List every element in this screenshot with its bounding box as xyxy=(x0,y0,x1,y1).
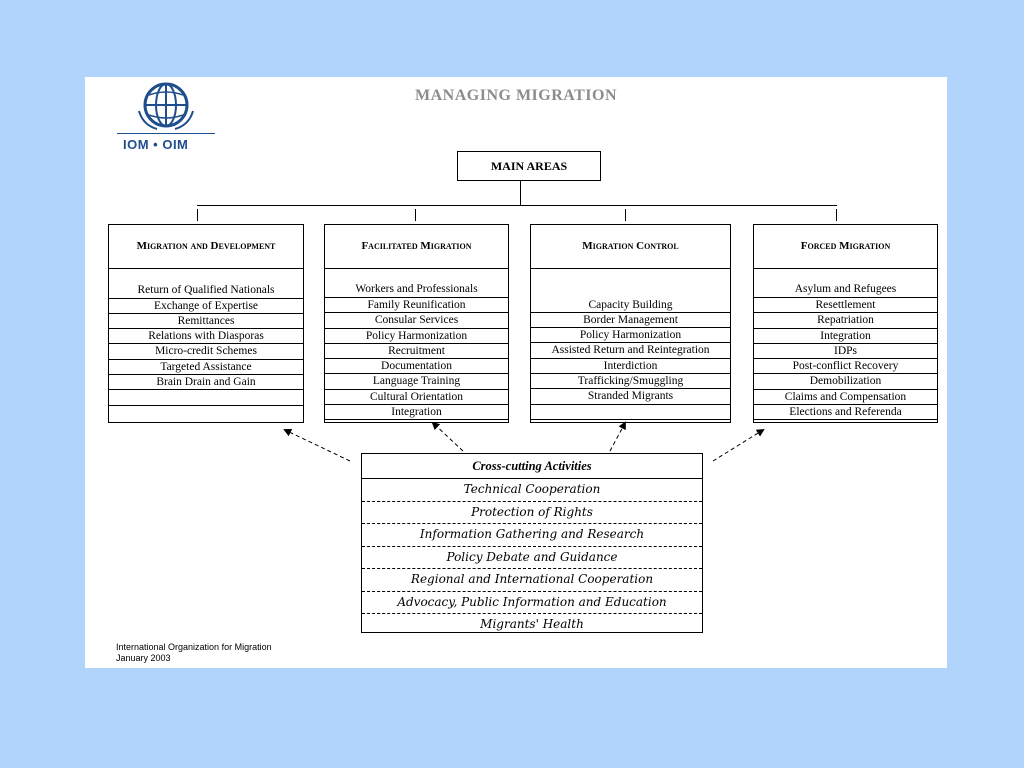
list-item: Information Gathering and Research xyxy=(362,524,702,547)
list-item: Resettlement xyxy=(754,298,937,313)
list-item: Protection of Rights xyxy=(362,502,702,525)
list-item: Elections and Referenda xyxy=(754,405,937,420)
area-heading: Migration and Development xyxy=(109,225,303,269)
list-item: Demobilization xyxy=(754,374,937,389)
list-item: Remittances xyxy=(109,314,303,329)
area-heading: Migration Control xyxy=(531,225,730,269)
list-item: Family Reunification xyxy=(325,298,508,313)
list-item: Policy Debate and Guidance xyxy=(362,547,702,570)
main-areas-box: MAIN AREAS xyxy=(457,151,601,181)
cross-cutting-heading: Cross-cutting Activities xyxy=(362,454,702,479)
list-item: Return of Qualified Nationals xyxy=(109,283,303,298)
list-item: Workers and Professionals xyxy=(325,269,508,298)
footer-org: International Organization for Migration xyxy=(116,642,272,652)
list-item: Stranded Migrants xyxy=(531,389,730,404)
list-item: Advocacy, Public Information and Education xyxy=(362,592,702,615)
footer-date: January 2003 xyxy=(116,653,171,663)
footer xyxy=(116,642,272,664)
list-item: Regional and International Cooperation xyxy=(362,569,702,592)
list-item: Claims and Compensation xyxy=(754,390,937,405)
area-heading: Forced Migration xyxy=(754,225,937,269)
arrow-to-area-2 xyxy=(433,423,463,451)
arrow-to-area-1 xyxy=(285,430,350,461)
list-item: Micro-credit Schemes xyxy=(109,344,303,359)
list-item: Exchange of Expertise xyxy=(109,299,303,314)
list-item: Repatriation xyxy=(754,313,937,328)
list-item: Documentation xyxy=(325,359,508,374)
list-item: Policy Harmonization xyxy=(531,328,730,343)
list-item: Relations with Diasporas xyxy=(109,329,303,344)
list-item: Policy Harmonization xyxy=(325,329,508,344)
list-item: Cultural Orientation xyxy=(325,390,508,405)
arrow-to-area-3 xyxy=(610,423,625,451)
page-title: MANAGING MIGRATION xyxy=(415,87,618,104)
list-item: Border Management xyxy=(531,313,730,328)
area-heading: Facilitated Migration xyxy=(325,225,508,269)
logo-text: IOM • OIM xyxy=(123,137,189,152)
list-item: Interdiction xyxy=(531,359,730,374)
list-item: Assisted Return and Reintegration xyxy=(531,343,730,358)
list-item: Trafficking/Smuggling xyxy=(531,374,730,389)
list-item: Targeted Assistance xyxy=(109,360,303,375)
list-item: Integration xyxy=(325,405,508,420)
list-item: Technical Cooperation xyxy=(362,479,702,502)
list-item: Integration xyxy=(754,329,937,344)
list-item: Capacity Building xyxy=(531,298,730,313)
list-item: Asylum and Refugees xyxy=(754,269,937,298)
list-item: Recruitment xyxy=(325,344,508,359)
list-item: Language Training xyxy=(325,374,508,389)
list-item: Migrants' Health xyxy=(480,617,584,631)
list-item: Post-conflict Recovery xyxy=(754,359,937,374)
list-item: IDPs xyxy=(754,344,937,359)
slide xyxy=(85,77,947,668)
list-item: Consular Services xyxy=(325,313,508,328)
list-item: Brain Drain and Gain xyxy=(109,375,303,390)
arrow-to-area-4 xyxy=(713,430,763,461)
cross-cutting-box xyxy=(361,453,703,633)
